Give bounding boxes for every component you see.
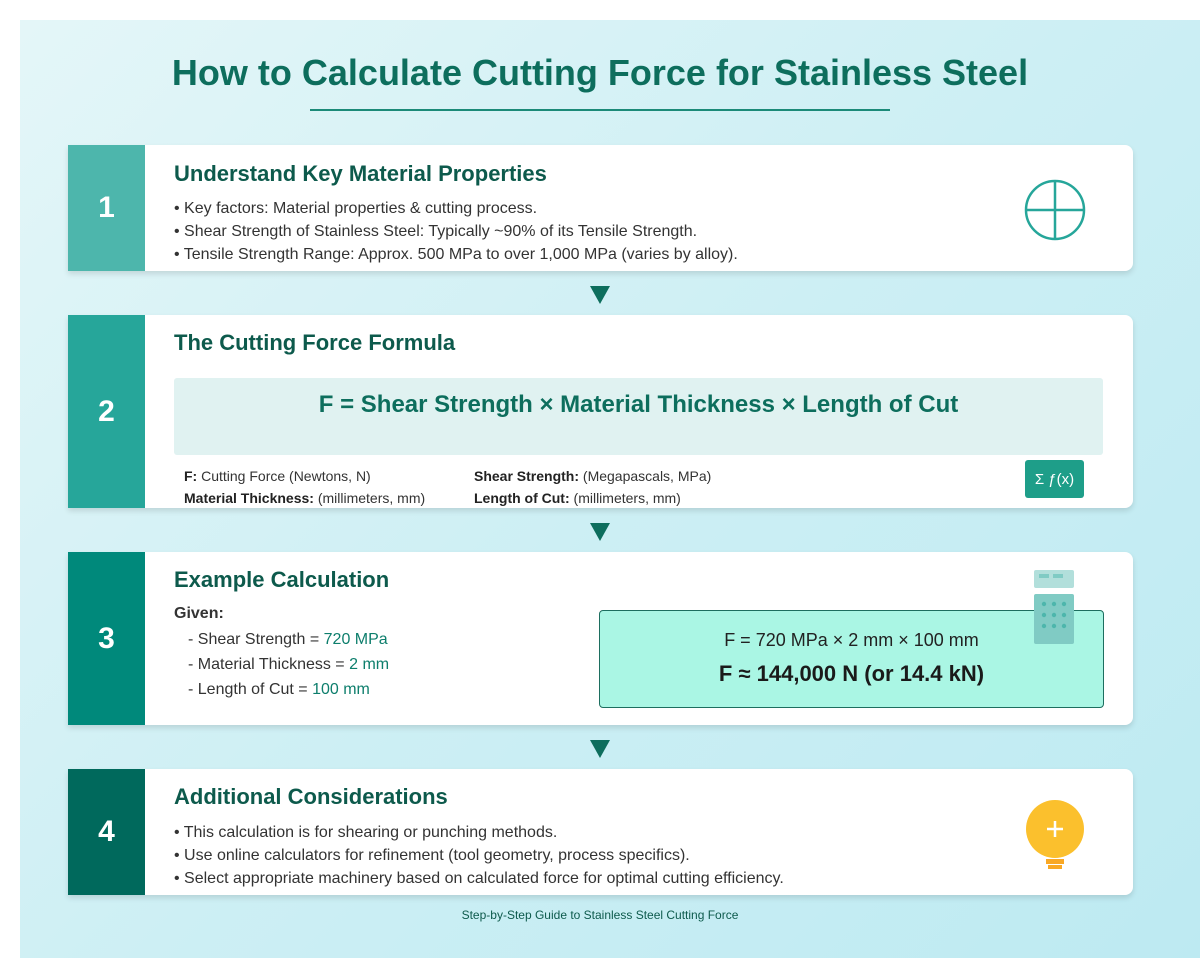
- list-item: • This calculation is for shearing or punching methods.: [174, 824, 558, 841]
- list-item: - Shear Strength = 720 MPa: [188, 631, 388, 648]
- function-icon: Σ ƒ(x): [1025, 460, 1084, 498]
- result-equation: F = 720 MPa × 2 mm × 100 mm: [724, 630, 979, 650]
- circle-plus-icon: [1023, 178, 1087, 242]
- step-4-card: [68, 769, 1133, 895]
- step-3-card: [68, 552, 1133, 725]
- definition-item: Material Thickness: (millimeters, mm): [184, 490, 426, 506]
- lightbulb-icon: [1023, 797, 1087, 873]
- step-3-title: Example Calculation: [174, 567, 390, 592]
- list-item: • Tensile Strength Range: Approx. 500 MPa to over 1,000 MPa (varies by alloy).: [174, 246, 738, 263]
- step-2-title: The Cutting Force Formula: [174, 330, 456, 355]
- step-3-number: 3: [68, 552, 145, 725]
- definition-item: F: Cutting Force (Newtons, N): [184, 468, 371, 484]
- title-underline: [310, 109, 890, 111]
- step-1-bullets: [174, 197, 738, 266]
- step-2-number: 2: [68, 315, 145, 508]
- step-4-title: Additional Considerations: [174, 784, 448, 809]
- list-item: • Key factors: Material properties & cutting process.: [174, 200, 538, 217]
- footer-caption: Step-by-Step Guide to Stainless Steel Cutting Force: [461, 908, 739, 922]
- list-item: - Material Thickness = 2 mm: [188, 656, 390, 673]
- step-4-bullets: [174, 821, 784, 890]
- list-item: • Shear Strength of Stainless Steel: Typically ~90% of its Tensile Strength.: [174, 223, 698, 240]
- formula-text: F = Shear Strength × Material Thickness × Length of Cut: [318, 391, 959, 418]
- list-item: - Length of Cut = 100 mm: [188, 681, 370, 698]
- result-value: F ≈ 144,000 N (or 14.4 kN): [718, 661, 985, 686]
- result-box: [599, 610, 1104, 708]
- step-1-card: [68, 145, 1133, 271]
- step-1-number: 1: [68, 145, 145, 271]
- flow-arrow: [590, 740, 610, 758]
- flow-arrow: [590, 523, 610, 541]
- page-title: How to Calculate Cutting Force for Stainless Steel: [171, 52, 1029, 93]
- calculator-icon: [1034, 570, 1076, 645]
- formula-box: [174, 378, 1103, 455]
- flow-arrow: [590, 286, 610, 304]
- step-2-card: [68, 315, 1133, 508]
- step-1-title: Understand Key Material Properties: [174, 161, 547, 186]
- given-label: Given:: [174, 605, 224, 622]
- step-4-number: 4: [68, 769, 145, 895]
- list-item: • Use online calculators for refinement (tool geometry, process specifics).: [174, 847, 690, 864]
- given-list: [188, 627, 389, 702]
- list-item: • Select appropriate machinery based on calculated force for optimal cutting efficiency.: [174, 870, 784, 887]
- definition-item: Length of Cut: (millimeters, mm): [474, 490, 681, 506]
- definition-item: Shear Strength: (Megapascals, MPa): [474, 468, 712, 484]
- formula-definitions: [184, 465, 711, 508]
